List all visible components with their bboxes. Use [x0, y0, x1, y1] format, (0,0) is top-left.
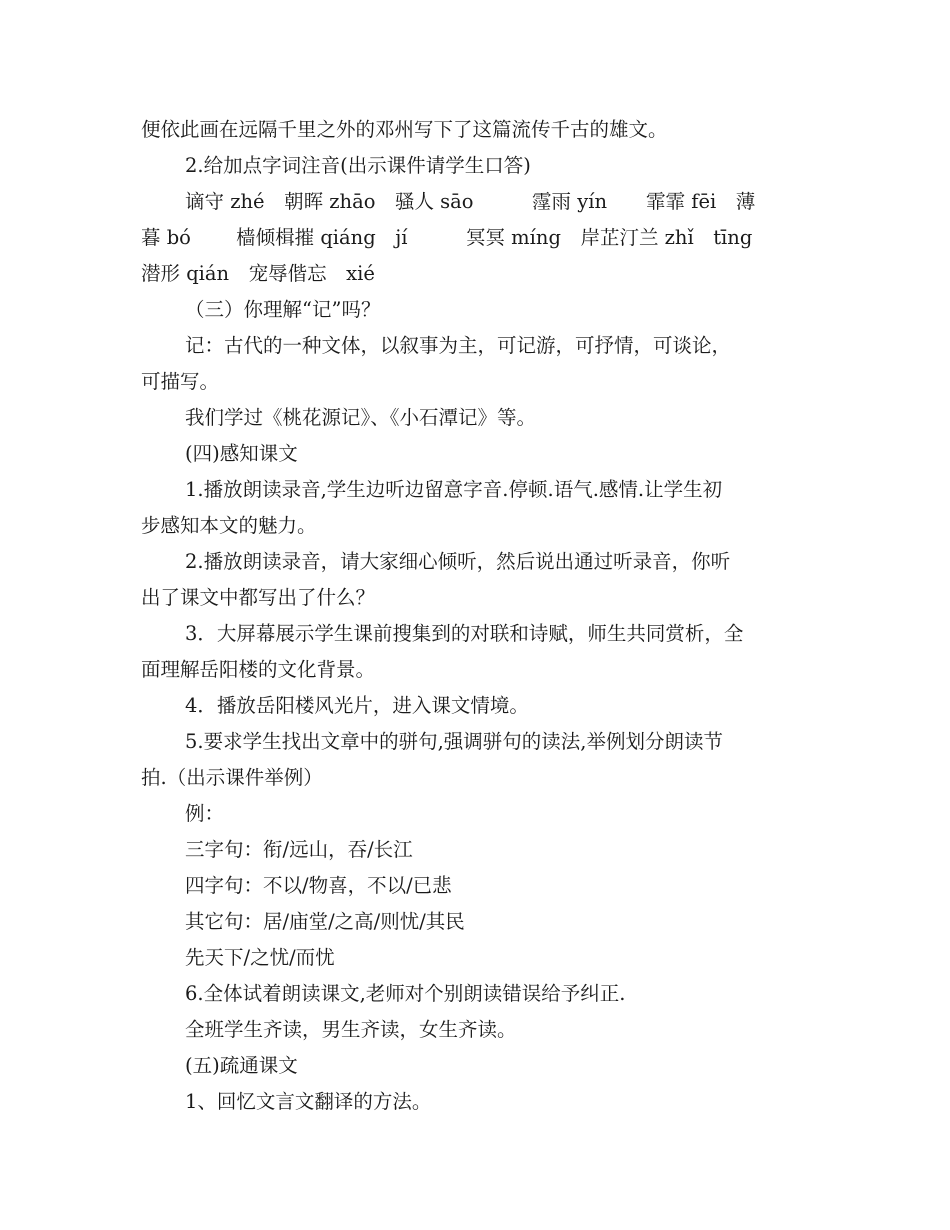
text-line: 可描写。: [141, 370, 220, 393]
text-line: 先天下/之忧/而忧: [185, 946, 335, 969]
text-line: 三字句：衔/远山，吞/长江: [185, 838, 413, 861]
text-line: 例：: [185, 802, 225, 825]
section-heading: (四)感知课文: [185, 442, 298, 465]
text-line: 四字句：不以/物喜，不以/已悲: [185, 874, 452, 897]
pinyin-line: 潜形 qián 宠辱偕忘 xié: [141, 262, 375, 285]
text-line: 3．大屏幕展示学生课前搜集到的对联和诗赋，师生共同赏析，全: [185, 622, 744, 645]
text-line: 出了课文中都写出了什么？: [141, 586, 376, 609]
text-line: 4．播放岳阳楼风光片，进入课文情境。: [185, 694, 529, 717]
text-line: 我们学过《桃花源记》、《小石潭记》等。: [185, 406, 537, 429]
pinyin-line: 谪守 zhé 朝晖 zhāo 骚人 sāo 霪雨 yín 霏霏 fēi 薄: [185, 190, 756, 213]
section-heading: （三）你理解“记”吗？: [185, 298, 381, 321]
text-line: 面理解岳阳楼的文化背景。: [141, 658, 376, 681]
text-line: 1.播放朗读录音,学生边听边留意字音.停顿.语气.感情.让学生初: [185, 478, 723, 501]
text-line: 其它句：居/庙堂/之高/则忧/其民: [185, 910, 465, 933]
text-line: 全班学生齐读，男生齐读，女生齐读。: [185, 1018, 517, 1041]
text-line: 记：古代的一种文体，以叙事为主，可记游，可抒情，可谈论，: [185, 334, 732, 357]
text-line: 1、回忆文言文翻译的方法。: [185, 1090, 432, 1113]
text-line: 便依此画在远隔千里之外的邓州写下了这篇流传千古的雄文。: [141, 118, 668, 141]
text-line: 5.要求学生找出文章中的骈句,强调骈句的读法,举例划分朗读节: [185, 730, 724, 753]
text-line: 步感知本文的魅力。: [141, 514, 317, 537]
section-heading: (五)疏通课文: [185, 1054, 298, 1077]
text-line: 6.全体试着朗读课文,老师对个别朗读错误给予纠正.: [185, 982, 626, 1005]
text-line: 2.给加点字词注音(出示课件请学生口答): [185, 154, 531, 177]
text-line: 拍.（出示课件举例）: [141, 766, 323, 789]
pinyin-line: 暮 bó 樯倾楫摧 qiáng jí 冥冥 míng 岸芷汀兰 zhǐ tīng: [141, 226, 753, 249]
text-line: 2.播放朗读录音，请大家细心倾听，然后说出通过听录音，你听: [185, 550, 731, 573]
